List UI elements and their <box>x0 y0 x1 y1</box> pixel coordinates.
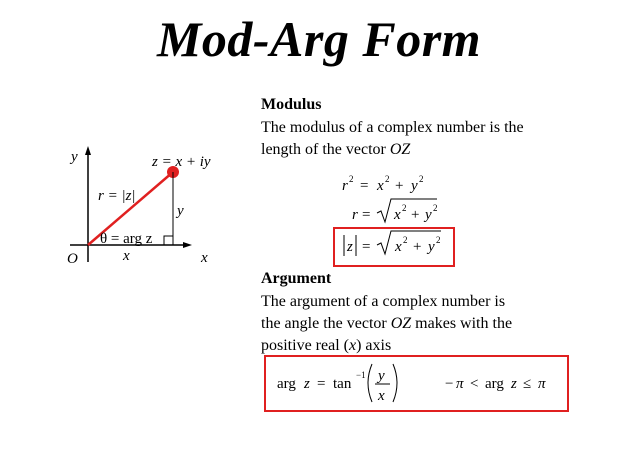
svg-text:x: x <box>394 207 401 223</box>
svg-text:z: z <box>304 376 310 392</box>
svg-text:π: π <box>456 376 464 392</box>
svg-text:2: 2 <box>349 174 354 184</box>
svg-text:y: y <box>425 207 432 223</box>
svg-text:2: 2 <box>433 203 438 213</box>
svg-text:arg: arg <box>277 376 296 392</box>
argument-line-3-x: x <box>348 337 357 354</box>
svg-text:=: = <box>362 207 371 223</box>
argument-line-3-b: ) axis <box>356 337 392 354</box>
svg-text:<: < <box>470 376 479 392</box>
origin-label: O <box>67 251 78 267</box>
side-y-label: y <box>177 203 184 219</box>
svg-text:y: y <box>411 178 418 194</box>
svg-text:+: + <box>411 207 420 223</box>
modulus-line-1: The modulus of a complex number is the <box>261 119 524 136</box>
argument-line-1: The argument of a complex number is <box>261 293 506 310</box>
svg-text:=: = <box>317 376 326 392</box>
argument-line-2-suffix: makes with the <box>411 315 513 332</box>
point-z-label: z = x + iy <box>152 154 211 170</box>
svg-text:=: = <box>362 239 371 255</box>
svg-text:y: y <box>428 239 435 255</box>
formula-range <box>445 376 546 392</box>
svg-text:−: − <box>445 376 454 392</box>
argument-vector-oz: OZ <box>390 315 412 332</box>
left-paren-icon <box>368 364 372 402</box>
svg-text:z: z <box>511 376 517 392</box>
svg-text:y: y <box>378 368 385 384</box>
svg-text:2: 2 <box>436 235 441 245</box>
formula-arg <box>277 364 397 404</box>
svg-text:z: z <box>347 239 353 255</box>
svg-text:+: + <box>395 178 404 194</box>
svg-text:−1: −1 <box>356 370 366 380</box>
svg-text:+: + <box>413 239 422 255</box>
svg-text:2: 2 <box>385 174 390 184</box>
modulus-heading: Modulus <box>261 96 322 113</box>
svg-text:2: 2 <box>419 174 424 184</box>
svg-text:r: r <box>352 207 358 223</box>
svg-text:x: x <box>377 178 384 194</box>
side-x-label: x <box>123 248 130 264</box>
modulus-line-2-prefix: length of the vector <box>261 141 390 158</box>
page-title: Mod-Arg Form <box>156 11 482 67</box>
modulus-vector-oz: OZ <box>389 141 411 158</box>
svg-text:r: r <box>342 178 348 194</box>
y-axis-label: y <box>71 149 78 165</box>
x-axis-label: x <box>201 250 208 266</box>
svg-text:x: x <box>378 388 385 404</box>
svg-text:=: = <box>360 178 369 194</box>
modulus-label: r = |z| <box>98 188 136 204</box>
svg-text:x: x <box>395 239 402 255</box>
svg-text:π: π <box>538 376 546 392</box>
svg-text:2: 2 <box>403 235 408 245</box>
argument-line-3-a: positive real ( <box>261 337 349 354</box>
theta-label: θ = arg z <box>100 231 153 247</box>
right-paren-icon <box>393 364 397 402</box>
svg-text:≤: ≤ <box>523 376 532 392</box>
svg-text:tan: tan <box>333 376 352 392</box>
argument-line-2-prefix: the angle the vector <box>261 315 391 332</box>
svg-text:2: 2 <box>402 203 407 213</box>
svg-text:arg: arg <box>485 376 504 392</box>
argument-heading: Argument <box>261 270 332 287</box>
